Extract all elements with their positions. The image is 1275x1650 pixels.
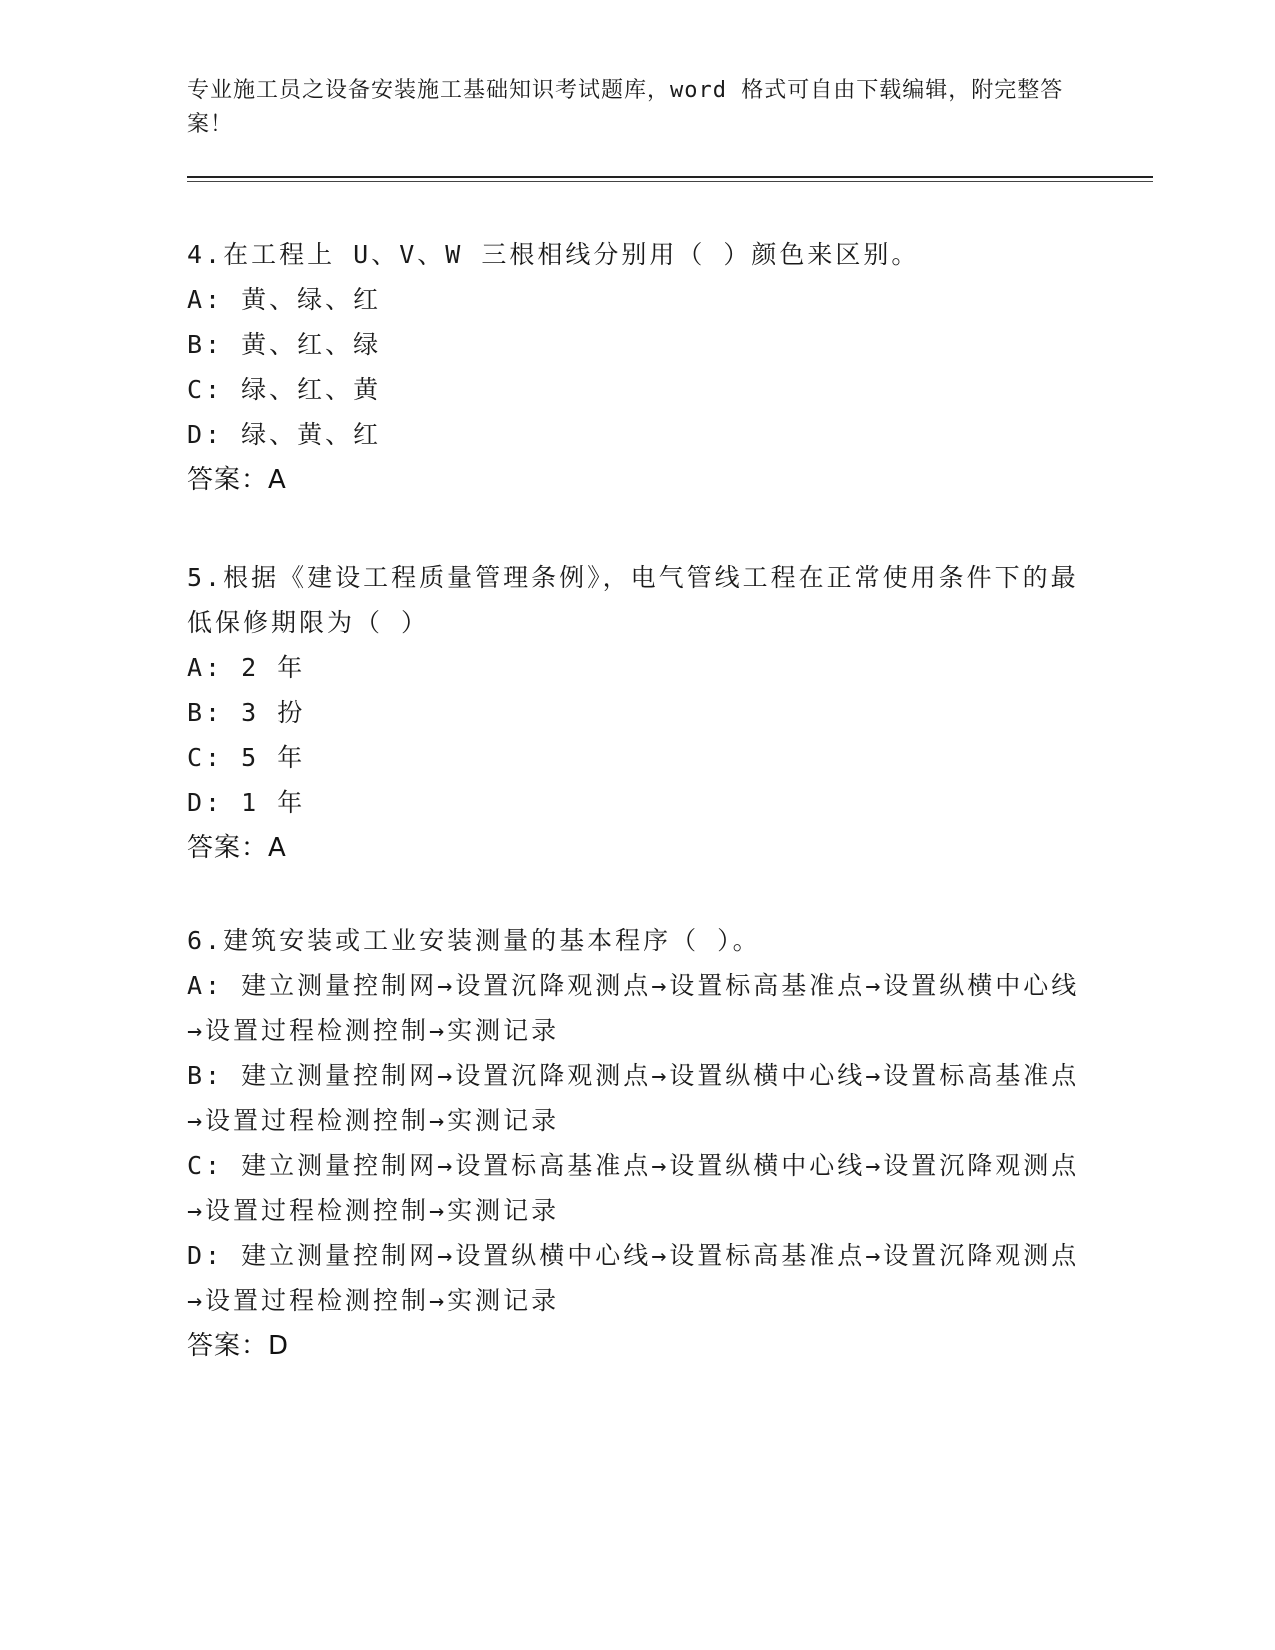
option-d: D: 绿、黄、红 (187, 420, 382, 449)
option-b: B: 黄、红、绿 (187, 330, 382, 359)
option-a: A: 2 年 (187, 653, 306, 682)
question-stem: 6.建筑安装或工业安装测量的基本程序（ ）。 (187, 926, 761, 955)
answer-label: 答案：A (187, 833, 287, 863)
option-b: B: 建立测量控制网→设置沉降观测点→设置纵横中心线→设置标高基准点→设置过程检测控制→实测记录 (187, 1061, 1080, 1135)
option-c: C: 绿、红、黄 (187, 375, 382, 404)
answer-label: 答案：A (187, 465, 287, 495)
option-d: D: 1 年 (187, 788, 306, 817)
document-intro: 专业施工员之设备安装施工基础知识考试题库，word 格式可自由下载编辑，附完整答案！ (187, 78, 1064, 137)
option-b: B: 3 扮 (187, 698, 306, 727)
header-divider-thick (187, 176, 1153, 178)
question-6 (187, 918, 1087, 1369)
header-divider-thin (187, 181, 1153, 182)
option-c: C: 5 年 (187, 743, 306, 772)
option-d: D: 建立测量控制网→设置纵横中心线→设置标高基准点→设置沉降观测点→设置过程检测控制→实测记录 (187, 1241, 1080, 1315)
option-c: C: 建立测量控制网→设置标高基准点→设置纵横中心线→设置沉降观测点→设置过程检测控制→实测记录 (187, 1151, 1080, 1225)
question-stem: 4.在工程上 U、V、W 三根相线分别用（ ）颜色来区别。 (187, 240, 920, 269)
option-a: A: 建立测量控制网→设置沉降观测点→设置标高基准点→设置纵横中心线→设置过程检测控制→实测记录 (187, 971, 1080, 1045)
question-5 (187, 555, 1087, 871)
question-stem: 5.根据《建设工程质量管理条例》，电气管线工程在正常使用条件下的最低保修期限为（ ） (187, 563, 1079, 637)
option-a: A: 黄、绿、红 (187, 285, 382, 314)
answer-label: 答案：D (187, 1331, 290, 1361)
question-4 (187, 232, 1087, 503)
